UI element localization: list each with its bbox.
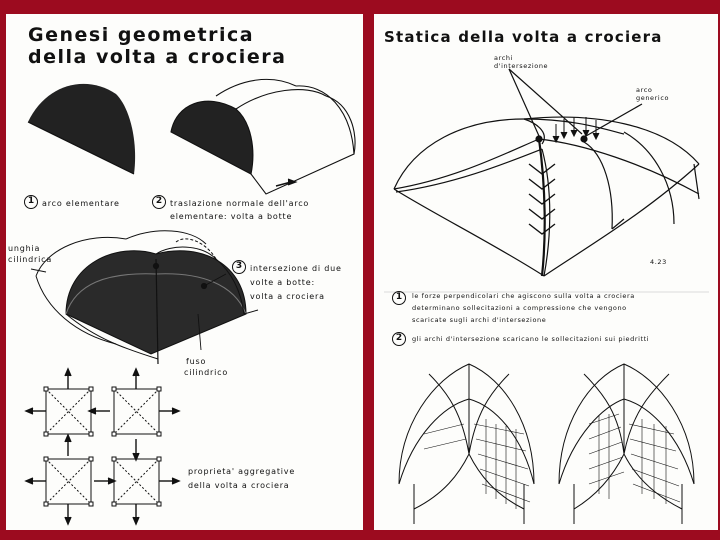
vault-masonry-drawing-left (399, 364, 534, 524)
note1-line3: scaricate sugli archi d'intersezione (412, 316, 547, 324)
unghia-label-line1: unghia (8, 244, 41, 253)
step1-number: 1 (24, 195, 38, 209)
right-title: Statica della volta a crociera (384, 28, 663, 46)
note2-text: gli archi d'intersezione scaricano le sollecitazioni sui piedritti (412, 335, 650, 343)
step1-label: arco elementare (42, 199, 120, 208)
vault-masonry-drawing-right (559, 364, 694, 524)
arco-label-line2: generico (636, 94, 670, 102)
left-title-line2: della volta a crociera (28, 46, 287, 68)
fuso-label-line2: cilindrico (184, 368, 229, 377)
elementary-arch-drawing (28, 84, 135, 174)
note1-line2: determinano sollecitazioni a compressione che vengono (412, 304, 627, 312)
step2-label-line1: traslazione normale dell'arco (170, 199, 310, 208)
note1-line1: le forze perpendicolari che agiscono sulla volta a crociera (412, 292, 635, 300)
aggregation-squares-drawing (26, 369, 179, 524)
archi-label-line2: d'intersezione (494, 62, 549, 70)
aggregation-label-line1: proprieta' aggregative (188, 467, 296, 476)
step2-number: 2 (152, 195, 166, 209)
left-panel-genesis (6, 14, 363, 530)
right-panel-statics (374, 14, 718, 530)
archi-label-line1: archi (494, 54, 514, 62)
aggregation-label-line2: della volta a crociera (188, 481, 290, 490)
figure-number: 4.23 (650, 258, 667, 266)
step3-label-line2: volte a botte: (250, 278, 315, 287)
unghia-label-line2: cilindrica (8, 255, 53, 264)
step2-label-line2: elementare: volta a botte (170, 212, 293, 221)
arco-label-line1: arco (636, 86, 653, 94)
note2-number: 2 (392, 332, 406, 346)
step3-label-line3: volta a crociera (250, 292, 325, 301)
statics-drawings (374, 14, 718, 530)
groin-vault-drawing (31, 231, 258, 364)
step3-label-line1: intersezione di due (250, 264, 342, 273)
barrel-vault-drawing (171, 79, 355, 194)
note1-number: 1 (392, 291, 406, 305)
left-title-line1: Genesi geometrica (28, 24, 255, 46)
fuso-label-line1: fuso (186, 357, 207, 366)
step3-number: 3 (232, 260, 246, 274)
